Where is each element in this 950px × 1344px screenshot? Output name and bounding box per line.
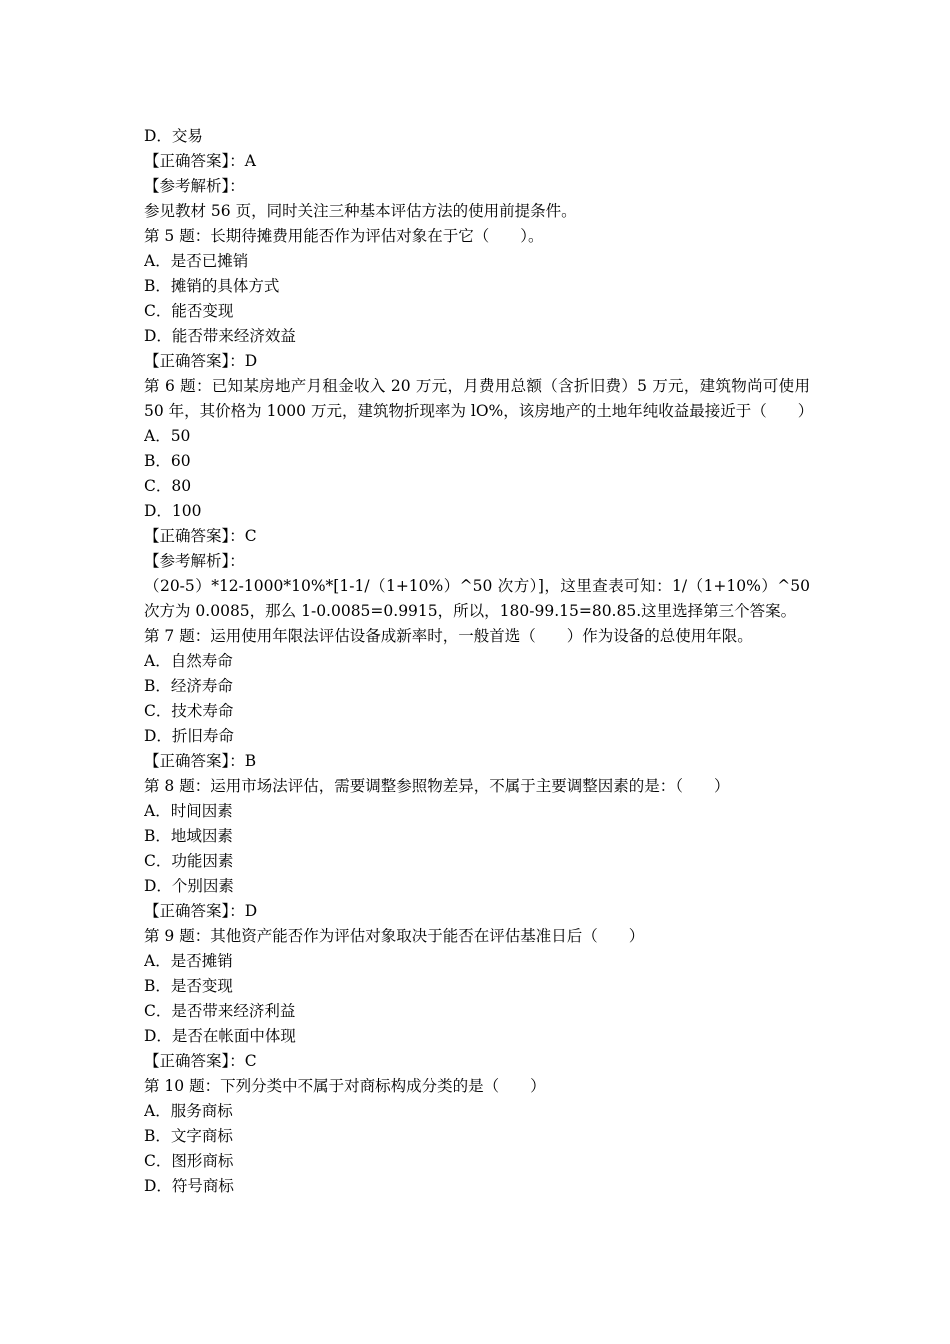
- option-c: C．是否带来经济利益: [144, 1002, 296, 1020]
- option-b: B．地域因素: [144, 827, 233, 845]
- correct-answer: 【正确答案】：D: [144, 902, 258, 920]
- option-d: D．交易: [144, 127, 203, 145]
- option-d: D．折旧寿命: [144, 727, 234, 745]
- question-7: 第 7 题：运用使用年限法评估设备成新率时，一般首选（ ）作为设备的总使用年限。: [144, 627, 753, 645]
- option-a: A．自然寿命: [144, 652, 233, 670]
- option-b: B．摊销的具体方式: [144, 277, 280, 295]
- option-d: D．能否带来经济效益: [144, 327, 296, 345]
- correct-answer: 【正确答案】：B: [144, 752, 257, 770]
- option-a: A．是否已摊销: [144, 252, 249, 270]
- option-b: B．文字商标: [144, 1127, 233, 1145]
- option-c: C．图形商标: [144, 1152, 234, 1170]
- correct-answer: 【正确答案】：C: [144, 527, 257, 545]
- question-6: 第 6 题：已知某房地产月租金收入 20 万元，月费用总额（含折旧费）5 万元，建筑物尚可使用 50 年，其价格为 1000 万元，建筑物折现率为 lO%，该房地产的土地年纯收益最接近于（ ）: [144, 377, 814, 420]
- analysis-text: （20-5）*12-1000*10%*[1-1/（1+10%）^50 次方）]，这里查表可知：1/（1+10%）^50 次方为 0.0085，那么 1-0.0085=0.9915，所以，180-99.15=80.85.这里选择第三个答案。: [144, 577, 810, 620]
- option-a: A．服务商标: [144, 1102, 233, 1120]
- option-d: D．100: [144, 502, 202, 520]
- option-b: B．60: [144, 452, 191, 470]
- option-a: A．是否摊销: [144, 952, 233, 970]
- option-a: A．时间因素: [144, 802, 233, 820]
- option-b: B．是否变现: [144, 977, 233, 995]
- option-c: C．80: [144, 477, 192, 495]
- document-page: [144, 124, 814, 1199]
- option-c: C．能否变现: [144, 302, 234, 320]
- analysis-text: 参见教材 56 页，同时关注三种基本评估方法的使用前提条件。: [144, 202, 577, 220]
- question-10: 第 10 题：下列分类中不属于对商标构成分类的是（ ）: [144, 1077, 546, 1095]
- correct-answer: 【正确答案】：C: [144, 1052, 257, 1070]
- analysis-heading: 【参考解析】：: [144, 552, 245, 570]
- option-d: D．个别因素: [144, 877, 234, 895]
- option-c: C．功能因素: [144, 852, 234, 870]
- question-9: 第 9 题：其他资产能否作为评估对象取决于能否在评估基准日后（ ）: [144, 927, 645, 945]
- question-8: 第 8 题：运用市场法评估，需要调整参照物差异，不属于主要调整因素的是：（ ）: [144, 777, 730, 795]
- option-b: B．经济寿命: [144, 677, 233, 695]
- option-d: D．符号商标: [144, 1177, 234, 1195]
- correct-answer: 【正确答案】：D: [144, 352, 258, 370]
- option-a: A．50: [144, 427, 191, 445]
- question-5: 第 5 题：长期待摊费用能否作为评估对象在于它（ ）。: [144, 227, 544, 245]
- analysis-heading: 【参考解析】：: [144, 177, 245, 195]
- correct-answer: 【正确答案】：A: [144, 152, 256, 170]
- option-c: C．技术寿命: [144, 702, 234, 720]
- option-d: D．是否在帐面中体现: [144, 1027, 296, 1045]
